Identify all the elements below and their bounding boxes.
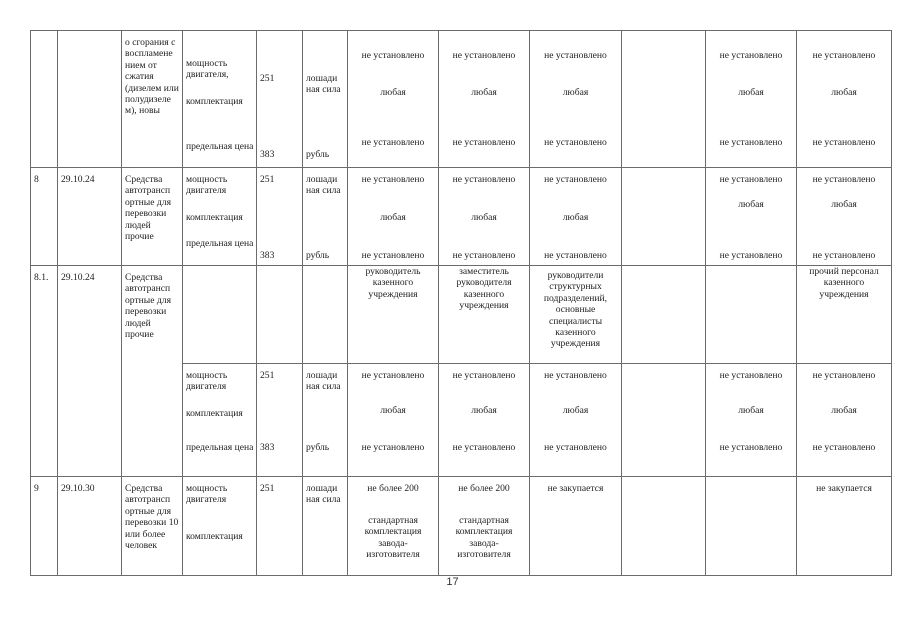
- unit-cell: лошади ная сила рубль: [303, 168, 348, 266]
- value-cell: не установлено любая не установлено: [348, 31, 439, 168]
- row-number: [31, 31, 58, 168]
- table-row: [31, 477, 892, 576]
- okei-code-cell: 251 383: [257, 168, 303, 266]
- item-name: о сгорания с воспламене нием от сжатия (дизелем или полудизеле м), новы: [122, 31, 183, 168]
- value-cell: не установлено любая не установлено: [706, 31, 797, 168]
- value-cell: не установлено любая не установлено: [439, 31, 530, 168]
- value-cell: не установлено любая не установлено: [348, 168, 439, 266]
- item-name: Средства автотрансп ортные для перевозки людей прочие: [122, 168, 183, 266]
- row-number: 9: [31, 477, 58, 576]
- position-cell: руководитель казенного учреждения: [348, 266, 439, 364]
- okei-code-cell: 251 383: [257, 364, 303, 477]
- value-cell: не установлено любая не установлено: [530, 31, 622, 168]
- regulation-table-page: [30, 30, 891, 571]
- value-cell: не закупается: [797, 477, 892, 576]
- value-cell: [622, 168, 706, 266]
- requirements-table: [30, 30, 892, 576]
- characteristics-cell: мощность двигателя комплектация предельная цена: [183, 364, 257, 477]
- char-equipment: комплектация: [186, 96, 243, 107]
- unit-cell: лошади ная сила: [303, 477, 348, 576]
- okpd-code: 29.10.30: [58, 477, 122, 576]
- value-cell: не установлено любая не установлено: [797, 31, 892, 168]
- value-cell: [706, 477, 797, 576]
- table-row: [31, 168, 892, 266]
- table-row: [31, 31, 892, 168]
- value-cell: не установлено любая не установлено: [530, 168, 622, 266]
- okei-code-cell: 251: [257, 477, 303, 576]
- value-cell: не установлено любая не установлено: [348, 364, 439, 477]
- position-cell: руководители структурных подразделений, основные специалисты казенного учреждения: [530, 266, 622, 364]
- value-cell: [622, 31, 706, 168]
- value-cell: [622, 477, 706, 576]
- okpd-code: [58, 31, 122, 168]
- value-cell: [622, 364, 706, 477]
- unit-cell: лошади ная сила рубль: [303, 31, 348, 168]
- value-cell: не установлено любая не установлено: [439, 364, 530, 477]
- value-cell: не установлено любая не установлено: [530, 364, 622, 477]
- value-cell: не установлено любая не установлено: [706, 168, 797, 266]
- position-cell: заместитель руководителя казенного учреждения: [439, 266, 530, 364]
- value-cell: не установлено любая не установлено: [706, 364, 797, 477]
- position-cell: [622, 266, 706, 364]
- characteristics-cell: мощность двигателя комплектация предельная цена: [183, 168, 257, 266]
- char-engine-power: мощность двигателя,: [186, 58, 229, 81]
- characteristics-cell: [183, 31, 257, 168]
- position-cell: [706, 266, 797, 364]
- value-cell: не более 200 стандартная комплектация завода-изготовителя: [348, 477, 439, 576]
- position-cell: прочий персонал казенного учреждения: [797, 266, 892, 364]
- row-number: 8.1.: [31, 266, 58, 477]
- item-name: Средства автотрансп ортные для перевозки 10 или более человек: [122, 477, 183, 576]
- value-cell: не закупается: [530, 477, 622, 576]
- value-cell: не более 200 стандартная комплектация завода-изготовителя: [439, 477, 530, 576]
- value-cell: не установлено любая не установлено: [797, 364, 892, 477]
- char-max-price: предельная цена: [186, 141, 254, 152]
- characteristics-cell: мощность двигателя комплектация: [183, 477, 257, 576]
- page-number: 17: [446, 576, 459, 588]
- table-row: [31, 266, 892, 364]
- okpd-code: 29.10.24: [58, 168, 122, 266]
- value-cell: не установлено любая не установлено: [439, 168, 530, 266]
- value-cell: не установлено любая не установлено: [797, 168, 892, 266]
- row-number: 8: [31, 168, 58, 266]
- item-name: Средства автотрансп ортные для перевозки людей прочие: [122, 266, 183, 477]
- unit-cell: лошади ная сила рубль: [303, 364, 348, 477]
- okpd-code: 29.10.24: [58, 266, 122, 477]
- okei-code-cell: 251 383: [257, 31, 303, 168]
